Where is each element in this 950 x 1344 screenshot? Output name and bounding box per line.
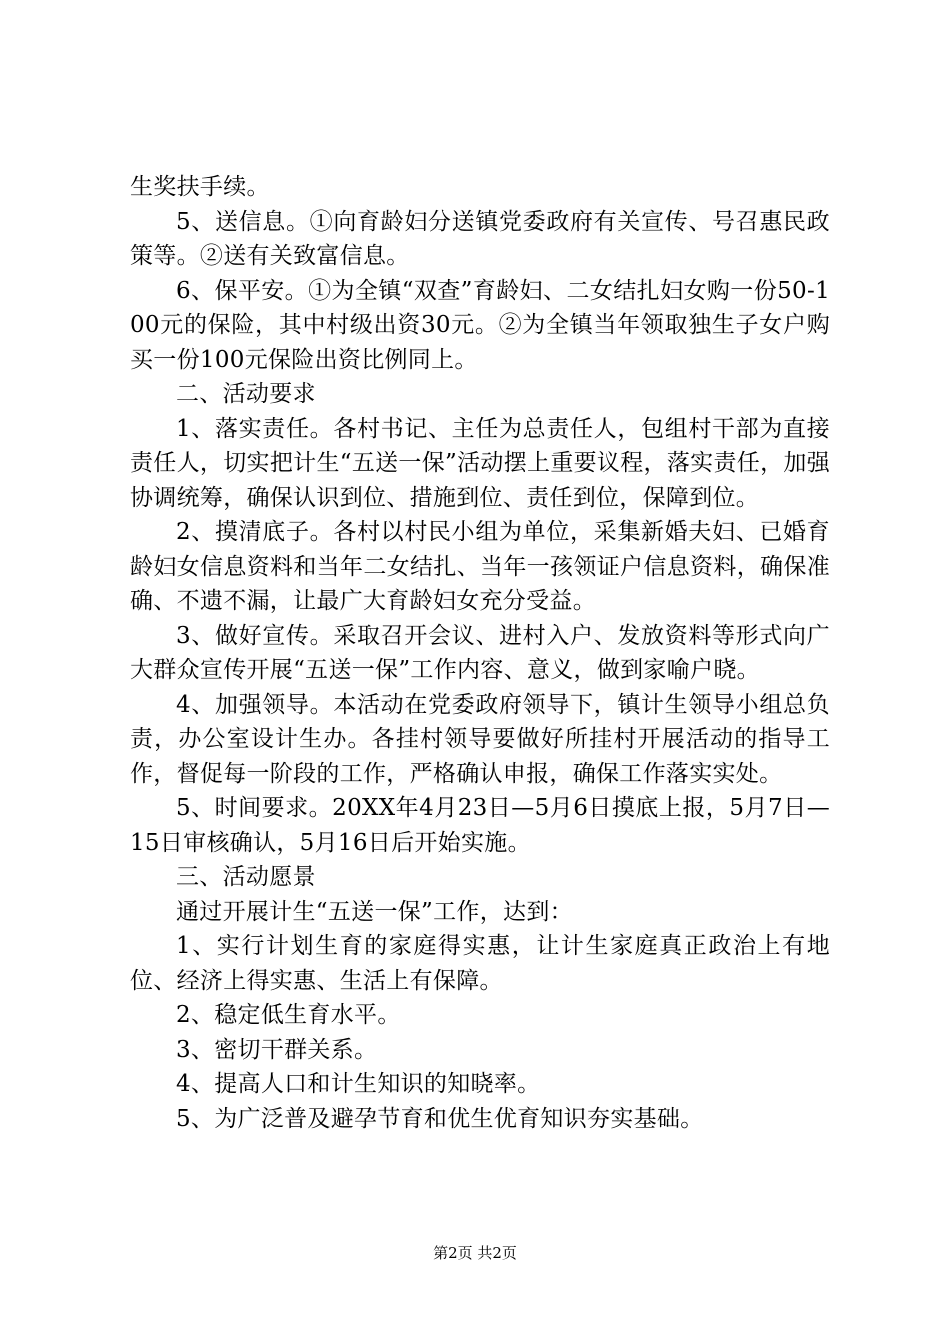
paragraph: 2、摸清底子。各村以村民小组为单位，采集新婚夫妇、已婚育龄妇女信息资料和当年二女结扎、当年一孩领证户信息资料，确保准确、不遗不漏，让最广大育龄妇女充分受益。 <box>130 519 830 614</box>
paragraph: 4、加强领导。本活动在党委政府领导下，镇计生领导小组总负责，办公室设计生办。各挂村领导要做好所挂村开展活动的指导工作，督促每一阶段的工作，严格确认申报，确保工作落实实处。 <box>130 691 830 787</box>
paragraph: 2、稳定低生育水平。 <box>176 1002 401 1028</box>
paragraph: 3、密切干群关系。 <box>176 1036 378 1063</box>
section-heading: 三、活动愿景 <box>176 864 316 890</box>
paragraph: 3、做好宣传。采取召开会议、进村入户、发放资料等形式向广大群众宣传开展“五送一保”工作内容、意义，做到家喻户晓。 <box>130 622 830 683</box>
paragraph: 5、时间要求。20XX年4月23日—5月6日摸底上报，5月7日—15日审核确认，5月16日后开始实施。 <box>130 795 830 856</box>
document-body <box>130 170 830 1136</box>
paragraph: 6、保平安。①为全镇“双查”育龄妇、二女结扎妇女购一份50-100元的保险，其中村级出资30元。②为全镇当年领取独生子女户购买一份100元保险出资比例同上。 <box>130 277 830 373</box>
page-number-footer: 第2页 共2页 <box>433 1244 517 1262</box>
paragraph: 4、提高人口和计生知识的知晓率。 <box>176 1071 541 1097</box>
paragraph: 1、实行计划生育的家庭得实惠，让计生家庭真正政治上有地位、经济上得实惠、生活上有保障。 <box>130 933 830 994</box>
section-heading: 二、活动要求 <box>176 381 316 407</box>
paragraph: 生奖扶手续。 <box>130 174 270 200</box>
paragraph: 5、送信息。①向育龄妇分送镇党委政府有关宣传、号召惠民政策等。②送有关致富信息。 <box>130 208 830 269</box>
paragraph: 1、落实责任。各村书记、主任为总责任人，包组村干部为直接责任人，切实把计生“五送一保”活动摆上重要议程，落实责任，加强协调统筹，确保认识到位、措施到位、责任到位，保障到位。 <box>130 415 830 511</box>
paragraph: 通过开展计生“五送一保”工作，达到： <box>176 898 573 925</box>
paragraph: 5、为广泛普及避孕节育和优生优育知识夯实基础。 <box>176 1105 704 1132</box>
